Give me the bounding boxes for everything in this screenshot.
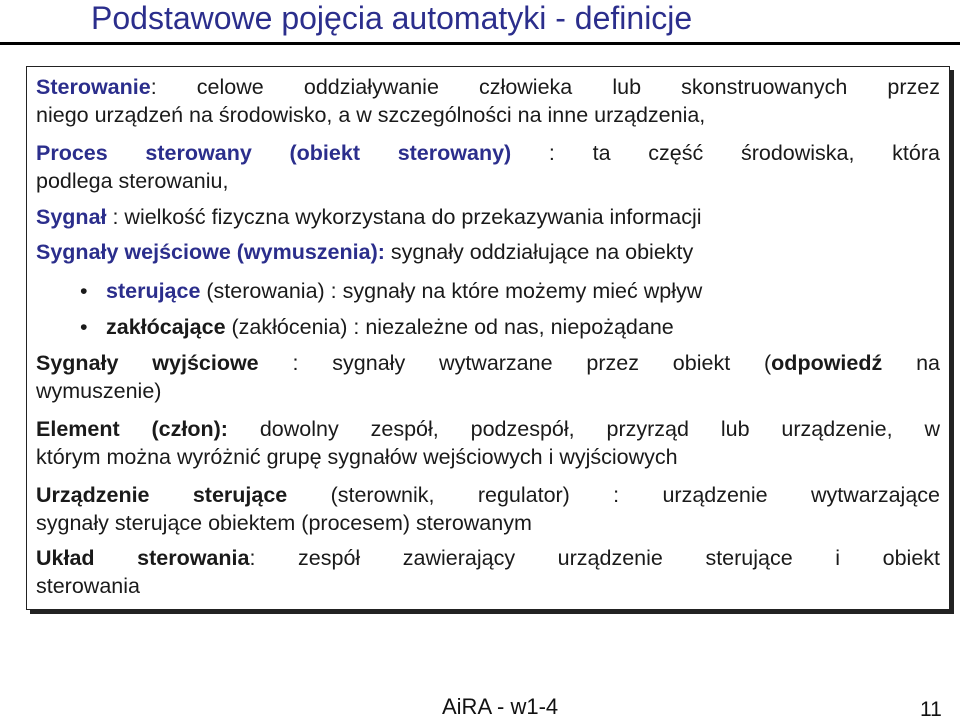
def-element-line1 [36, 415, 940, 443]
def-wyjsciowe-text1b: na [882, 351, 941, 375]
term-zaklocajace: zakłócające [106, 315, 226, 339]
def-sterowanie-text1: : celowe oddziaływanie człowieka lub skonstruowanych przez [150, 75, 940, 99]
footer-label: AiRA - w1-4 [442, 694, 559, 719]
term-wyjsciowe: Sygnały wyjściowe [36, 351, 259, 375]
def-uklad-line1 [36, 544, 940, 572]
def-sterowanie-line1 [36, 73, 940, 101]
def-wyjsciowe-text1: : sygnały wytwarzane przez obiekt ( [258, 351, 772, 375]
def-sygnal [36, 203, 940, 231]
def-wejsciowe-text: sygnały oddziałujące na obiekty [384, 240, 694, 264]
term-odpowiedz: odpowiedź [771, 351, 883, 375]
def-urzadzenie-line1 [36, 481, 940, 509]
def-uklad-line2: sterowania [36, 574, 140, 598]
slide-title: Podstawowe pojęcia automatyki - definicje [91, 0, 693, 36]
def-wyjsciowe-line2: wymuszenie) [36, 379, 162, 403]
def-proces-line2: podlega sterowaniu, [36, 169, 229, 193]
def-proces-text1: : ta część środowiska, która [511, 141, 940, 165]
def-proces-line1 [36, 139, 940, 167]
bullet-zaklocajace [80, 313, 674, 341]
page-number: 11 [920, 698, 942, 721]
term-sterujace: sterujące [106, 279, 201, 303]
def-wejsciowe [36, 238, 940, 266]
bullet-marker: • [80, 315, 88, 339]
def-element-text1: dowolny zespół, podzespół, przyrząd lub urządzenie, w [227, 417, 940, 441]
bullet-sterujace-text: (sterowania) : sygnały na które możemy mieć wpływ [200, 279, 703, 303]
term-sterowanie: Sterowanie [36, 75, 151, 99]
def-urzadzenie-text1: (sterownik, regulator) : urządzenie wytwarzające [287, 483, 940, 507]
title-underline [0, 42, 960, 45]
def-urzadzenie-line2: sygnały sterujące obiektem (procesem) sterowanym [36, 511, 532, 535]
term-element: Element (człon): [36, 417, 228, 441]
def-element-line2: którym można wyróżnić grupę sygnałów wejściowych i wyjściowych [36, 445, 678, 469]
def-sygnal-text: : wielkość fizyczna wykorzystana do przekazywania informacji [106, 205, 702, 229]
bullet-marker: • [80, 279, 88, 303]
term-wejsciowe: Sygnały wejściowe (wymuszenia): [36, 240, 385, 264]
bullet-zaklocajace-text: (zakłócenia) : niezależne od nas, niepożądane [225, 315, 674, 339]
term-uklad: Układ sterowania [36, 546, 250, 570]
def-wyjsciowe-line1 [36, 349, 940, 377]
term-urzadzenie: Urządzenie sterujące [36, 483, 288, 507]
bullet-sterujace [80, 277, 702, 305]
term-sygnal: Sygnał [36, 205, 107, 229]
def-uklad-text1: : zespół zawierający urządzenie sterujące i obiekt [249, 546, 940, 570]
term-proces: Proces sterowany (obiekt sterowany) [36, 141, 512, 165]
def-sterowanie-line2: niego urządzeń na środowisko, a w szczególności na inne urządzenia, [36, 103, 706, 127]
